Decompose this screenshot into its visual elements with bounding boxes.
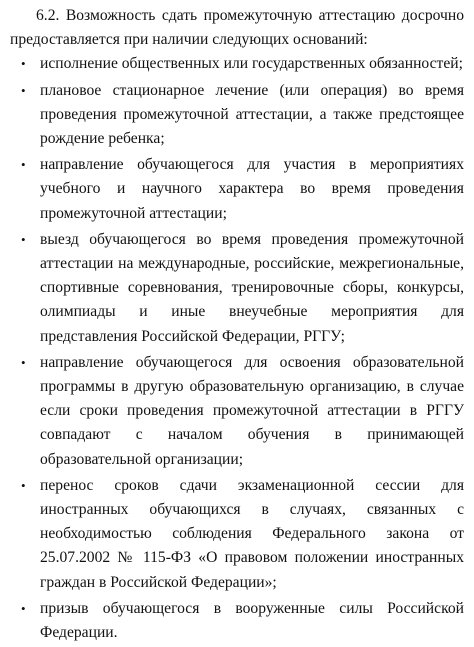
list-item-text: направление обучающегося для освоения образовательной программы в другую образовательную организацию, в случае если сроки проведения промежуточной аттестации в РГГУ совпадают с началом обучения в принимающей образовательной организации; [40, 353, 464, 468]
list-item [10, 79, 464, 152]
bullet-icon: • [21, 231, 26, 247]
list-item [10, 228, 464, 349]
list-item-text: перенос сроков сдачи экзаменационной сессии для иностранных обучающихся в случаях, связанных с необходимостью соблюдения Федерального закона от 25.07.2002 № 115-ФЗ «О правовом положении иностранных граждан в Российской Федерации»; [40, 476, 464, 591]
list-item [10, 474, 464, 595]
list-item-text: направление обучающегося для участия в мероприятиях учебного и научного характера во время проведения промежуточной аттестации; [40, 156, 464, 222]
bullet-icon: • [21, 56, 26, 72]
list-item-text: призыв обучающегося в вооруженные силы Российской Федерации. [40, 599, 464, 642]
document-body [10, 4, 464, 647]
list-item [10, 351, 464, 472]
bullet-icon: • [21, 354, 26, 370]
bullet-icon: • [21, 600, 26, 616]
bullet-icon: • [21, 477, 26, 493]
bullet-icon: • [21, 82, 26, 98]
bullet-icon: • [21, 157, 26, 173]
list-item-text: выезд обучающегося во время проведения промежуточной аттестации на международные, российские, межрегиональные, спортивные соревнования, тренировочные сборы, конкурсы, олимпиады и иные внеучебные мероприятия для представления Российской Федерации, РГГУ; [40, 230, 464, 345]
list-item-text: плановое стационарное лечение (или операция) во время проведения промежуточной аттестации, а также предстоящее рождение ребенка; [40, 81, 464, 148]
section-paragraph: 6.2. Возможность сдать промежуточную аттестацию досрочно предоставляется при наличии следующих оснований: [10, 7, 464, 49]
grounds-list [10, 52, 464, 645]
list-item [10, 52, 464, 76]
list-item [10, 597, 464, 645]
list-item [10, 153, 464, 226]
list-item-text: исполнение общественных или государственных обязанностей; [40, 55, 463, 73]
